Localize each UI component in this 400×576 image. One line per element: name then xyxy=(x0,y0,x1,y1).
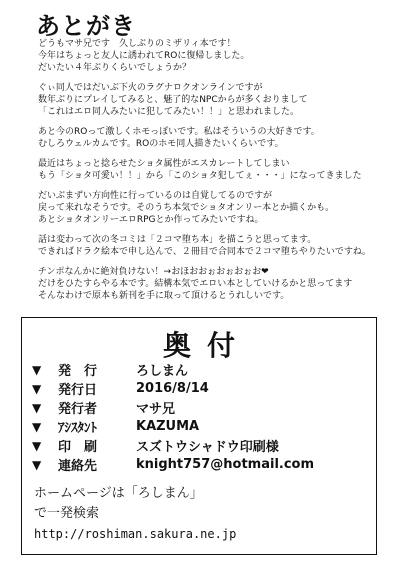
colophon-value: 2016/8/14 xyxy=(136,381,209,396)
afterword-line: 最近はちょっと捻らせたショタ属性がエスカレートしてしまい xyxy=(38,159,290,169)
afterword-body xyxy=(38,38,378,310)
afterword-line: あとショタオンリーエロRPGとか作ってみたいですね。 xyxy=(38,215,264,225)
colophon-value: knight757@hotmail.com xyxy=(136,457,315,472)
colophon-label: 発行日 xyxy=(58,383,98,398)
afterword-line: 話は変わって次の冬コミは「２コマ堕ち本」を描こうと思ってます。 xyxy=(38,235,317,245)
colophon-row xyxy=(32,455,372,474)
afterword-line: 今年はちょっと友人に誘われてROに復帰しました。 xyxy=(38,51,250,61)
afterword-line: そんなわけで原本も新刊を手に取って頂けるとうれしいです。 xyxy=(38,291,290,301)
homepage-line-2: で一発検索 xyxy=(34,506,100,521)
colophon-label: 発 行 xyxy=(58,364,98,379)
colophon-row xyxy=(32,379,372,398)
afterword-paragraph xyxy=(38,158,378,182)
colophon-row xyxy=(32,398,372,417)
afterword-paragraph xyxy=(38,38,378,74)
colophon-value: KAZUMA xyxy=(136,419,200,434)
afterword-paragraph xyxy=(38,234,378,258)
triangle-bullet-icon: ▼ xyxy=(32,381,42,396)
colophon-value: ろしまん xyxy=(136,364,189,379)
afterword-line: あと今のROって激しくホモっぽいです。私はそういうの大好きです。 xyxy=(38,127,320,137)
colophon-box xyxy=(21,317,377,555)
afterword-line: 数年ぶりにプレイしてみると、魅了的なNPCからが多くおりまして xyxy=(38,95,308,105)
afterword-line: だけをひたすらやる本です。結構本気でエロい本としていけるかと思ってます xyxy=(38,279,353,289)
colophon-label: 発行者 xyxy=(58,402,98,417)
triangle-bullet-icon: ▼ xyxy=(32,457,42,472)
afterword-line: もう「ショタ可愛い！！」から「このショタ犯してぇ・・・」になってきました xyxy=(38,171,362,181)
homepage-line-1: ホームページは「ろしまん」 xyxy=(34,486,203,501)
afterword-line: 「これはエロ同人みたいに犯してみたい！！」と思われました。 xyxy=(38,107,300,117)
colophon-label: 連絡先 xyxy=(58,459,98,474)
homepage-info xyxy=(34,484,364,544)
afterword-line: チンポなんかに絶対負けない！→おほおおぉおぉおぉお❤ xyxy=(38,267,269,277)
afterword-paragraph xyxy=(38,190,378,226)
colophon-label: 印 刷 xyxy=(58,440,98,455)
afterword-line: だいたい４年ぶりくらいでしょうか？ xyxy=(38,63,192,73)
afterword-paragraph xyxy=(38,266,378,302)
triangle-bullet-icon: ▼ xyxy=(32,419,42,434)
colophon-value: マサ兄 xyxy=(136,402,176,417)
afterword-line: だいぶまずい方向性に行っているのは自覚してるのですが xyxy=(38,191,273,201)
homepage-url[interactable]: http://roshiman.sakura.ne.jp xyxy=(34,527,237,541)
colophon-value: スズトウシャドウ印刷様 xyxy=(136,440,279,455)
colophon-row xyxy=(32,360,372,379)
colophon-rows xyxy=(32,360,372,474)
afterword-paragraph xyxy=(38,82,378,118)
afterword-line: できればドラク絵本で申し込んで、２冊目で合同本で２コマ堕ちやりたいですね。 xyxy=(38,247,371,257)
colophon-title: 奥付 xyxy=(162,329,251,362)
colophon-row xyxy=(32,417,372,436)
colophon-row xyxy=(32,436,372,455)
afterword-paragraph xyxy=(38,126,378,150)
triangle-bullet-icon: ▼ xyxy=(32,362,42,377)
triangle-bullet-icon: ▼ xyxy=(32,400,42,415)
triangle-bullet-icon: ▼ xyxy=(32,438,42,453)
afterword-line: どうもマサ兄です 久しぶりのミザリィ本です！ xyxy=(38,39,236,49)
afterword-line: 戻って来れなそうです。そのうち本気でショタオンリー本とか描くかも。 xyxy=(38,203,335,213)
colophon-label: ｱｼｽﾀﾝﾄ xyxy=(58,421,97,436)
afterword-title: あとがき xyxy=(36,12,136,40)
afterword-line: ぐぃ同人ではだいぶ下火のラグナロクオンラインですが xyxy=(38,83,263,93)
afterword-line: むしろウェルカムです。ROのホモ同人描きたいくらいです。 xyxy=(38,139,284,149)
